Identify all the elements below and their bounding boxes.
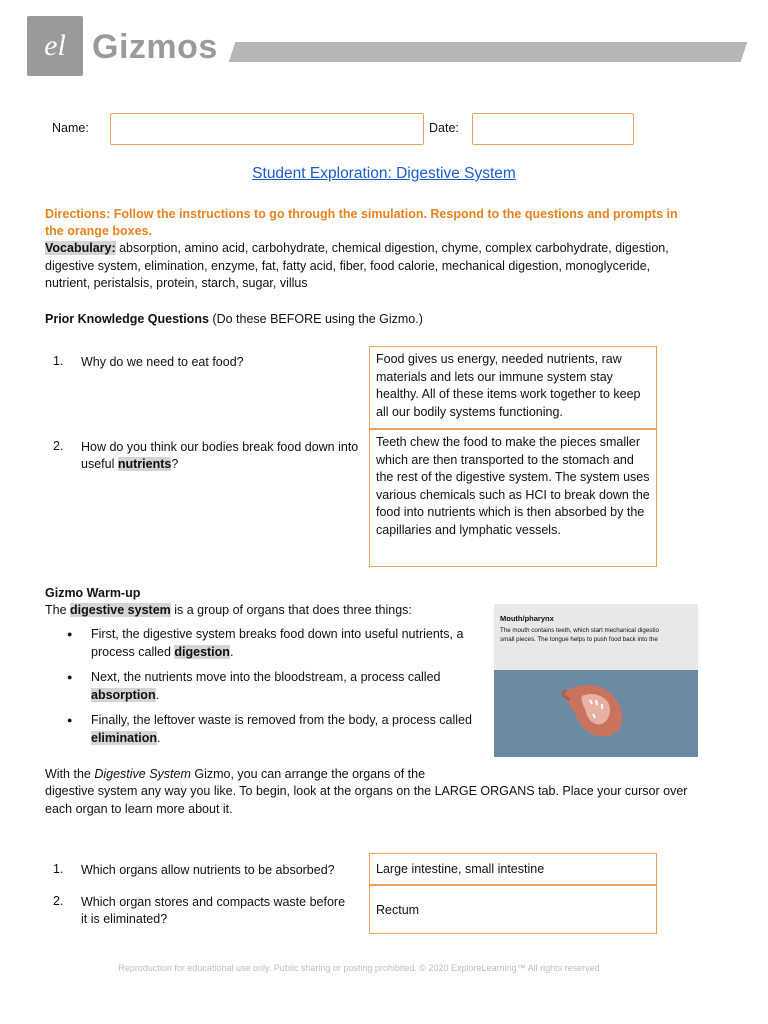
- warmup-question-2-number: 2.: [53, 894, 64, 908]
- brand-name: Gizmos: [92, 28, 218, 66]
- bullet-3-before: Finally, the leftover waste is removed from the body, a process called: [91, 713, 472, 727]
- gizmo-info-line-1: The mouth contains teeth, which start mechanical digestio: [500, 627, 659, 634]
- list-item: [67, 626, 487, 661]
- explorelearning-logo: [27, 16, 83, 76]
- logo-glyph: el: [44, 29, 66, 62]
- page-title[interactable]: Student Exploration: Digestive System: [252, 165, 516, 182]
- nutrients-term: nutrients: [117, 457, 172, 471]
- name-label: Name:: [52, 121, 89, 135]
- warmup-para-gizmo: Gizmo, you can arrange the organs of the: [190, 767, 426, 781]
- date-label: Date:: [429, 121, 459, 135]
- bullet-1-after: .: [229, 644, 234, 659]
- warmup-answer-2-box[interactable]: Rectum: [369, 885, 657, 934]
- list-item: [67, 712, 487, 747]
- footer-copyright: Reproduction for educational use only. Public sharing or posting prohibited. © 2020 ExploreLearning™ All rights reserved: [118, 963, 600, 973]
- prior-question-1-text: Why do we need to eat food?: [81, 355, 244, 369]
- gizmo-info-panel: [494, 604, 698, 670]
- gizmo-screenshot: [494, 604, 698, 757]
- prior-question-2-after: ?: [171, 457, 179, 471]
- warmup-intro-before: The: [45, 603, 71, 617]
- warmup-heading: Gizmo Warm-up: [45, 586, 141, 600]
- prior-question-2-text: [81, 439, 366, 473]
- list-item: [67, 669, 487, 704]
- vocabulary-label: Vocabulary:: [45, 241, 116, 255]
- warmup-question-1-number: 1.: [53, 862, 64, 876]
- prior-knowledge-note: (Do these BEFORE using the Gizmo.): [212, 312, 423, 326]
- warmup-para-before: With the: [45, 767, 95, 781]
- vocabulary-paragraph: [45, 240, 695, 293]
- prior-question-1-number: 1.: [53, 354, 64, 368]
- warmup-intro: [45, 603, 412, 617]
- gizmo-info-text: [500, 626, 698, 644]
- date-field[interactable]: [472, 113, 634, 145]
- bullet-2-after: .: [155, 687, 160, 702]
- prior-knowledge-heading: Prior Knowledge Questions: [45, 312, 209, 326]
- warmup-paragraph-rest: digestive system any way you like. To begin, look at the organs on the LARGE ORGANS tab. Place your cursor over each organ to learn more about it.: [45, 784, 688, 816]
- warmup-intro-after: is a group of organs that does three things:: [170, 603, 412, 617]
- prior-answer-2-box[interactable]: Teeth chew the food to make the pieces smaller which are then transported to the stomach and the rest of the digestive system. The system uses various chemicals such as HCI to break down the food into nutrients which is then absorbed by the capillaries and lymphatic vessels.: [369, 429, 657, 567]
- bullet-3-after: .: [156, 730, 161, 745]
- prior-question-2-before: How do you think our bodies break food down into useful: [81, 440, 359, 471]
- digestion-term: digestion: [174, 644, 230, 659]
- prior-question-2-number: 2.: [53, 439, 64, 453]
- mouth-organ-icon: [494, 670, 698, 757]
- name-field[interactable]: [110, 113, 424, 145]
- warmup-paragraph-line-1: [45, 766, 465, 784]
- absorption-term: absorption: [91, 687, 156, 702]
- bullet-1-before: First, the digestive system breaks food down into useful nutrients, a process called: [91, 627, 464, 659]
- digestive-system-term: digestive system: [70, 603, 171, 617]
- vocabulary-terms: absorption, amino acid, carbohydrate, chemical digestion, chyme, complex carbohydrate, digestion, digestive system, elimination, enzyme, fat, fatty acid, fiber, food calorie, mechanical digestion, monoglyceride, nutrient, peristalsis, protein, starch, sugar, villus: [45, 241, 669, 290]
- gizmo-info-line-2: small pieces. The tongue helps to push food back into the: [500, 636, 658, 643]
- prior-knowledge-heading-row: [45, 312, 423, 326]
- prior-answer-1-box[interactable]: Food gives us energy, needed nutrients, raw materials and lets our immune system stay healthy. All of these items work together to keep all our bodily systems functioning.: [369, 346, 657, 429]
- warmup-bullet-list: [67, 626, 487, 755]
- elimination-term: elimination: [91, 730, 157, 745]
- warmup-question-1-text: Which organs allow nutrients to be absorbed?: [81, 863, 335, 877]
- warmup-question-2-text: Which organ stores and compacts waste before it is eliminated?: [81, 895, 346, 926]
- header-bar: [229, 42, 747, 62]
- digestive-system-italic: Digestive System: [94, 767, 191, 781]
- directions-text: Directions: Follow the instructions to go through the simulation. Respond to the questions and prompts in the orange boxes.: [45, 207, 678, 238]
- warmup-answer-1-box[interactable]: Large intestine, small intestine: [369, 853, 657, 885]
- gizmo-info-heading: Mouth/pharynx: [500, 614, 554, 623]
- bullet-2-before: Next, the nutrients move into the bloodstream, a process called: [91, 670, 441, 684]
